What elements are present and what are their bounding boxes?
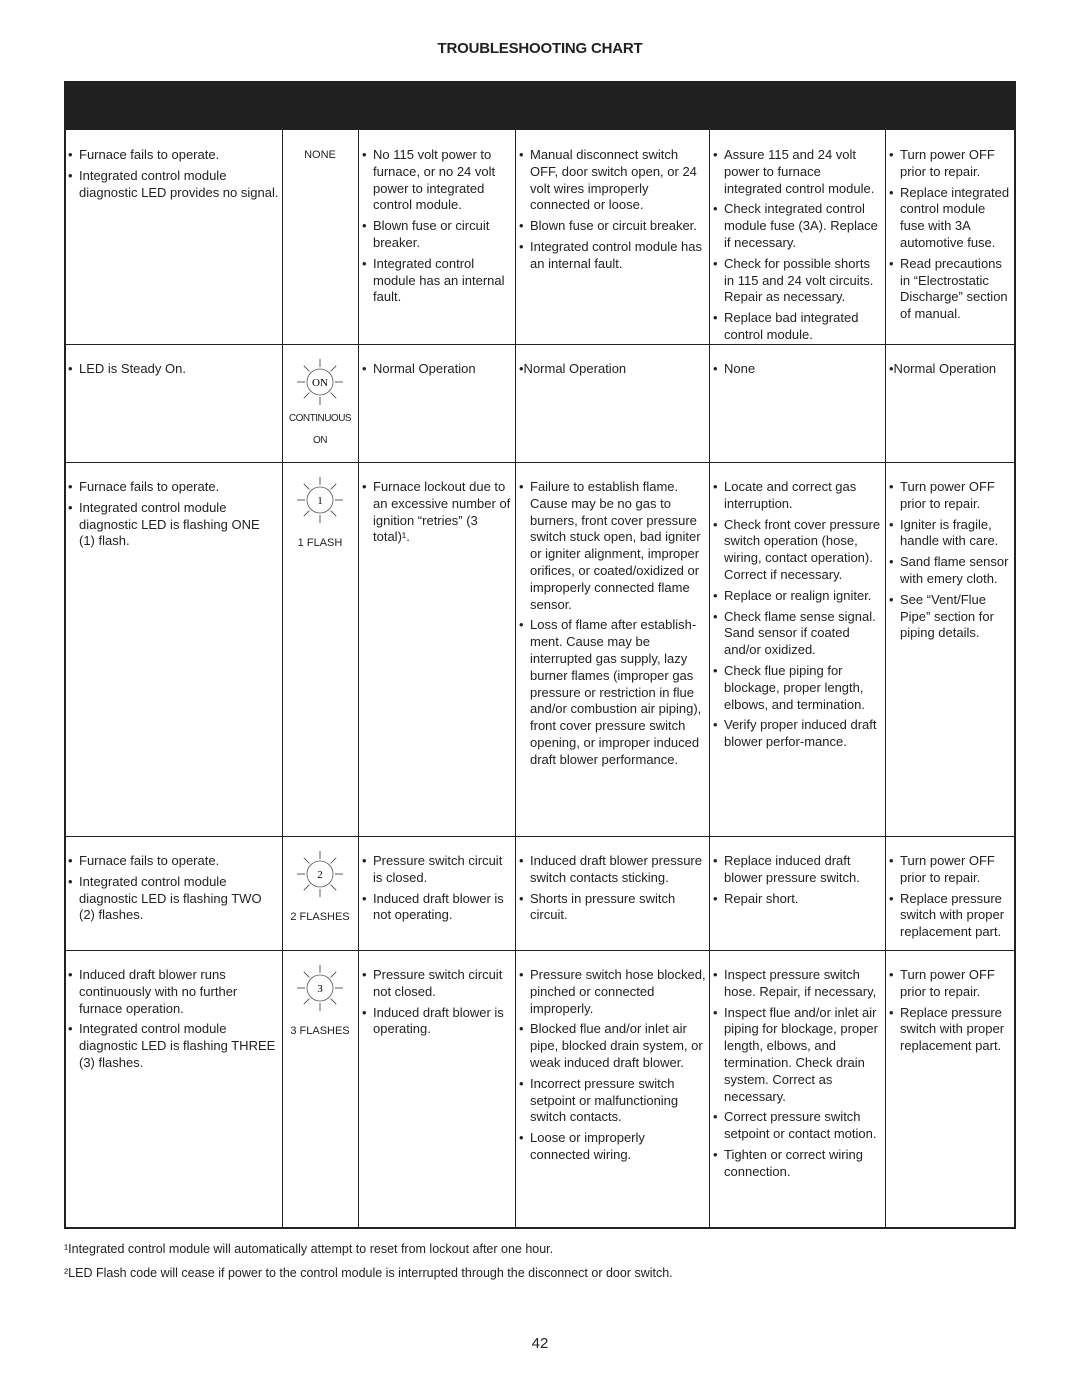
led-ray	[304, 366, 310, 372]
caution-item: • Read precautions in “Electrostatic Discharge” section of manual.	[889, 256, 1013, 323]
caution-item: • Replace pressure switch with proper replacement part.	[889, 1005, 1013, 1055]
symptom-cell	[68, 361, 279, 382]
led-ray	[331, 366, 337, 372]
row-divider	[64, 836, 1016, 837]
action-cell	[713, 853, 882, 911]
fault-item: • Induced draft blower is operating.	[362, 1005, 512, 1039]
caution-item: • Sand flame sensor with emery cloth.	[889, 554, 1013, 588]
action-cell	[713, 361, 882, 382]
caution-item: • Turn power OFF prior to repair.	[889, 853, 1013, 887]
cause-item: • Loose or improperly connected wiring.	[519, 1130, 706, 1164]
fault-item: • Induced draft blower is not operating.	[362, 891, 512, 925]
symptom-cell	[68, 479, 279, 554]
cause-item: • Manual disconnect switch OFF, door switch open, or 24 volt wires improperly connected or loose.	[519, 147, 706, 214]
led-indicator-icon	[285, 848, 355, 900]
cause-item: • Shorts in pressure switch circuit.	[519, 891, 706, 925]
symptom-item: • Integrated control module diagnostic LED is flashing THREE (3) flashes.	[68, 1021, 279, 1071]
led-symbol: 3	[317, 983, 323, 995]
action-item: • Locate and correct gas interruption.	[713, 479, 882, 513]
row-divider	[64, 950, 1016, 951]
led-ray	[331, 858, 337, 864]
led-ray	[331, 999, 337, 1005]
action-item: • Check flame sense signal. Sand sensor if coated and/or oxidized.	[713, 609, 882, 659]
caution-item: •Normal Operation	[889, 361, 997, 376]
caution-item: • Turn power OFF prior to repair.	[889, 147, 1013, 181]
fault-cell	[362, 361, 512, 382]
led-code-label: 3 FLASHES	[290, 1025, 350, 1037]
led-code-label: 1 FLASH	[297, 537, 343, 549]
led-ray	[304, 999, 310, 1005]
caution-cell	[889, 967, 1013, 1059]
led-symbol: ON	[312, 377, 328, 389]
led-indicator-icon	[285, 474, 355, 526]
cause-item: • Loss of flame after establish-ment. Cause may be interrupted gas supply, lazy burner flames (improper gas pressure or restriction in flue and/or combustion air piping), front cover pressure switch opening, or improper induced draft blower performance.	[519, 617, 706, 768]
symptom-cell	[68, 967, 279, 1076]
cause-cell	[519, 479, 706, 773]
footnote-1: ¹Integrated control module will automatically attempt to reset from lockout after one hour.	[64, 1242, 554, 1256]
led-ray	[304, 511, 310, 517]
led-ray	[331, 972, 337, 978]
action-item: • None	[713, 361, 882, 378]
fault-cell	[362, 479, 512, 550]
action-item: • Check front cover pressure switch operation (hose, wiring, contact operation). Correct if necessary.	[713, 517, 882, 584]
caution-item: • Turn power OFF prior to repair.	[889, 967, 1013, 1001]
cause-item: • Pressure switch hose blocked, pinched or connected improperly.	[519, 967, 706, 1017]
fault-item: • Furnace lockout due to an excessive number of ignition “retries” (3 total)¹.	[362, 479, 512, 546]
action-cell	[713, 479, 882, 755]
led-ray	[331, 393, 337, 399]
action-item: • Inspect flue and/or inlet air piping for blockage, proper length, elbows, and termination. Check drain system. Correct as necessary.	[713, 1005, 882, 1106]
action-item: • Check flue piping for blockage, proper length, elbows, and termination.	[713, 663, 882, 713]
led-sub-label: CONTINUOUS ON	[288, 413, 352, 446]
fault-item: • Blown fuse or circuit breaker.	[362, 218, 512, 252]
led-ray	[304, 484, 310, 490]
led-indicator-icon	[285, 356, 355, 408]
caution-item: • Igniter is fragile, handle with care.	[889, 517, 1013, 551]
action-item: • Tighten or correct wiring connection.	[713, 1147, 882, 1181]
symptom-item: • Furnace fails to operate.	[68, 147, 279, 164]
action-item: • Assure 115 and 24 volt power to furnace integrated control module.	[713, 147, 882, 197]
symptom-item: • Induced draft blower runs continuously with no further furnace operation.	[68, 967, 279, 1017]
fault-item: • Pressure switch circuit not closed.	[362, 967, 512, 1001]
caution-cell	[889, 361, 1013, 382]
caution-item: • See “Vent/Flue Pipe” section for piping details.	[889, 592, 1013, 642]
led-symbol: 1	[317, 495, 323, 507]
caution-cell	[889, 147, 1013, 327]
led-ray	[304, 972, 310, 978]
led-ray	[331, 885, 337, 891]
action-item: • Inspect pressure switch hose. Repair, if necessary,	[713, 967, 882, 1001]
action-cell	[713, 967, 882, 1185]
fault-item: • Pressure switch circuit is closed.	[362, 853, 512, 887]
led-indicator-icon	[285, 962, 355, 1014]
page-number: 42	[531, 1335, 549, 1352]
column-divider	[358, 130, 359, 1229]
led-code-label: 2 FLASHES	[290, 911, 350, 923]
footnote-2: ²LED Flash code will cease if power to the control module is interrupted through the disconnect or door switch.	[64, 1266, 673, 1280]
led-ray	[304, 885, 310, 891]
action-item: • Verify proper induced draft blower perfor-mance.	[713, 717, 882, 751]
caution-item: • Replace pressure switch with proper replacement part.	[889, 891, 1013, 941]
header-bar	[64, 81, 1016, 130]
action-item: • Check integrated control module fuse (3A). Replace if necessary.	[713, 201, 882, 251]
column-divider	[282, 130, 283, 1229]
cause-item: • Incorrect pressure switch setpoint or malfunctioning switch contacts.	[519, 1076, 706, 1126]
action-item: • Check for possible shorts in 115 and 24 volt circuits. Repair as necessary.	[713, 256, 882, 306]
action-item: • Correct pressure switch setpoint or contact motion.	[713, 1109, 882, 1143]
caution-item: • Turn power OFF prior to repair.	[889, 479, 1013, 513]
cause-cell	[519, 967, 706, 1168]
cause-cell	[519, 147, 706, 277]
fault-cell	[362, 853, 512, 928]
led-ray	[331, 511, 337, 517]
symptom-item: • Furnace fails to operate.	[68, 853, 279, 870]
symptom-item: • Integrated control module diagnostic LED provides no signal.	[68, 168, 279, 202]
led-ray	[304, 858, 310, 864]
cause-item: • Blown fuse or circuit breaker.	[519, 218, 706, 235]
column-divider	[709, 130, 710, 1229]
cause-item: • Failure to establish flame. Cause may be no gas to burners, front cover pressure switch stuck open, bad igniter or igniter alignment, improper orifices, or coated/oxidized or improperly connected flame sensor.	[519, 479, 706, 613]
column-divider	[885, 130, 886, 1229]
caution-item: • Replace integrated control module fuse with 3A automotive fuse.	[889, 185, 1013, 252]
cause-cell	[519, 853, 706, 928]
cause-item: •Normal Operation	[519, 361, 627, 376]
column-divider	[515, 130, 516, 1229]
fault-item: • No 115 volt power to furnace, or no 24 volt power to integrated control module.	[362, 147, 512, 214]
symptom-cell	[68, 853, 279, 928]
caution-cell	[889, 853, 1013, 945]
action-item: • Replace or realign igniter.	[713, 588, 882, 605]
row-divider	[64, 462, 1016, 463]
action-item: • Replace bad integrated control module.	[713, 310, 882, 344]
led-ray	[304, 393, 310, 399]
action-item: • Replace induced draft blower pressure switch.	[713, 853, 882, 887]
symptom-item: • LED is Steady On.	[68, 361, 279, 378]
fault-item: • Integrated control module has an internal fault.	[362, 256, 512, 306]
cause-cell	[519, 361, 706, 382]
chart-title: TROUBLESHOOTING CHART	[437, 40, 643, 57]
symptom-item: • Furnace fails to operate.	[68, 479, 279, 496]
cause-item: • Blocked flue and/or inlet air pipe, blocked drain system, or weak induced draft blower.	[519, 1021, 706, 1071]
cause-item: • Induced draft blower pressure switch contacts sticking.	[519, 853, 706, 887]
led-symbol: 2	[317, 869, 323, 881]
led-ray	[331, 484, 337, 490]
action-item: • Repair short.	[713, 891, 882, 908]
symptom-item: • Integrated control module diagnostic LED is flashing ONE (1) flash.	[68, 500, 279, 550]
led-code-label: NONE	[304, 149, 336, 161]
fault-cell	[362, 967, 512, 1042]
action-cell	[713, 147, 882, 348]
fault-item: • Normal Operation	[362, 361, 512, 378]
symptom-item: • Integrated control module diagnostic LED is flashing TWO (2) flashes.	[68, 874, 279, 924]
cause-item: • Integrated control module has an internal fault.	[519, 239, 706, 273]
fault-cell	[362, 147, 512, 310]
symptom-cell	[68, 147, 279, 205]
caution-cell	[889, 479, 1013, 646]
